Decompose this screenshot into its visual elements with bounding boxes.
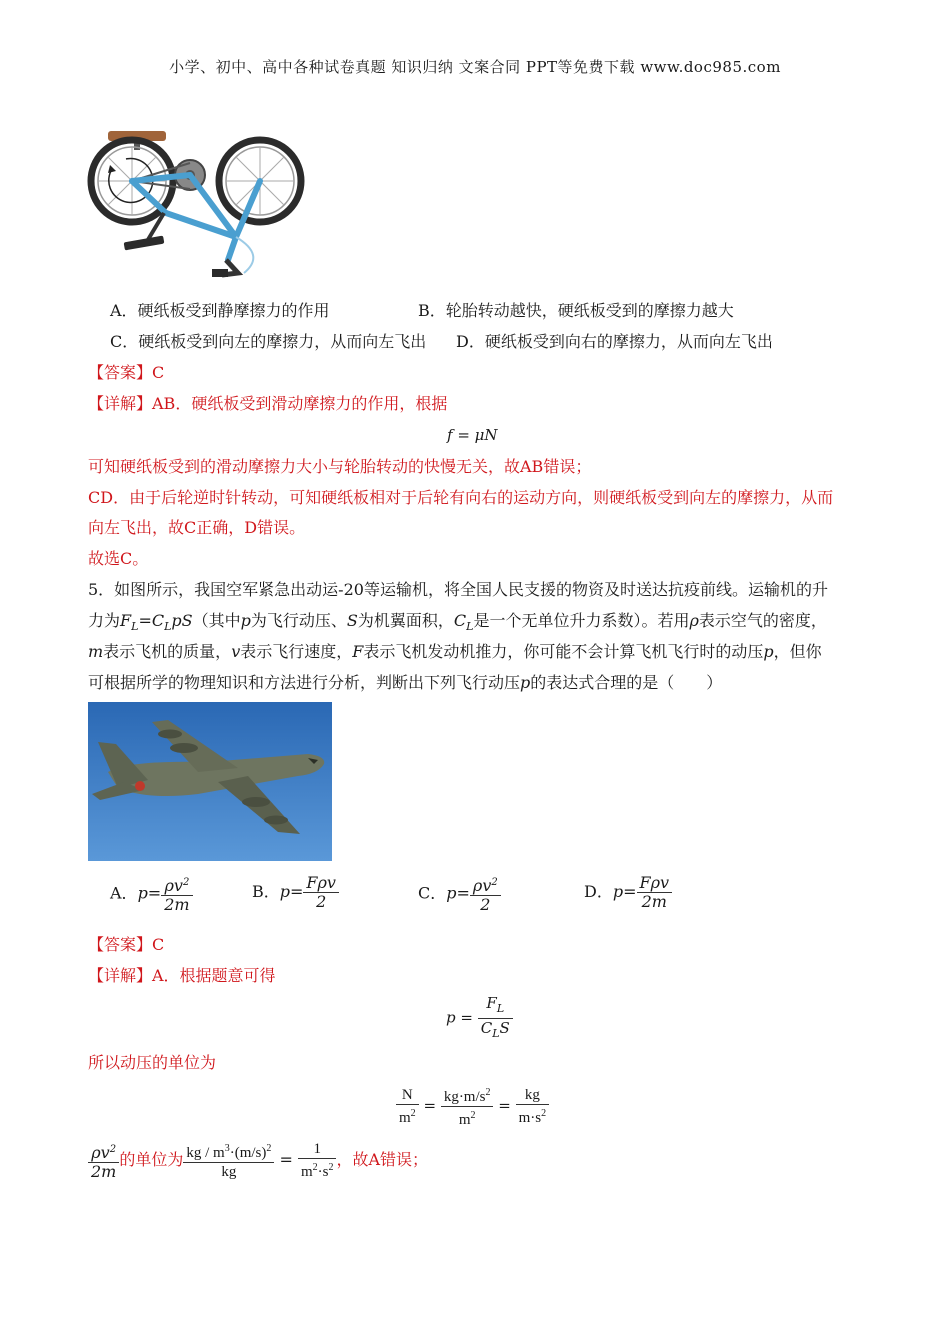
q5-detail-2: 所以动压的单位为 <box>88 1053 217 1072</box>
q5-line-4: 可根据所学的物理知识和方法进行分析，判断出下列飞行动压p的表达式合理的是（ ） <box>88 673 723 692</box>
q4-detail-4: 向左飞出，故C正确，D错误。 <box>88 518 306 537</box>
q4-option-a: A．硬纸板受到静摩擦力的作用 <box>110 301 330 320</box>
q4-answer: 【答案】C <box>88 363 165 382</box>
q4-detail-5: 故选C。 <box>88 549 149 568</box>
q5-unit-equation: $\frac{N}{m^2}$ = $\frac{kg\cdot m/s^2}{m^2}$ = $\frac{kg}{m\cdot s^2}$ <box>396 1084 549 1129</box>
q5-option-a: A．p= $\frac{\rho v^2}{2m}$ <box>110 874 193 914</box>
bicycle-figure <box>86 125 318 285</box>
q5-option-c: C．p= $\frac{\rho v^2}{2}$ <box>418 874 501 914</box>
q5-answer: 【答案】C <box>88 935 165 954</box>
q5-line-2: 力为$F_L=C_LpS$（其中p为飞行动压、S为机翼面积，$C_L$是一个无单位升力系数）。若用ρ表示空气的密度， <box>88 611 827 633</box>
q4-option-c: C．硬纸板受到向左的摩擦力，从而向左飞出 <box>110 332 427 351</box>
q4-formula: f = μN <box>447 426 498 444</box>
q5-detail-3: $\frac{\rho v^2}{2m}$ 的单位为 $\frac{kg / m^3\cdot(m/s)^2}{kg}$ = $\frac{1}{m^2\cdot s^2}$ ，故A错误； <box>88 1140 428 1181</box>
q4-detail-3: CD．由于后轮逆时针转动，可知硬纸板相对于后轮有向右的运动方向，则硬纸板受到向左的摩擦力，从而 <box>88 488 834 507</box>
q5-detail-1: 【详解】A．根据题意可得 <box>88 966 276 985</box>
q4-option-d: D．硬纸板受到向右的摩擦力，从而向左飞出 <box>456 332 773 351</box>
q5-line-1: 5．如图所示，我国空军紧急出动运-20等运输机，将全国人民支援的物资及时送达抗疫前线。运输机的升 <box>88 580 828 599</box>
q5-line-3: m表示飞机的质量，v表示飞行速度，F表示飞机发动机推力，你可能不会计算飞机飞行时的动压p，但你 <box>88 642 822 661</box>
q4-detail-1: 【详解】AB．硬纸板受到滑动摩擦力的作用，根据 <box>88 394 448 413</box>
q4-option-b: B．轮胎转动越快，硬纸板受到的摩擦力越大 <box>418 301 734 320</box>
q5-formula-p: p = $\frac{F_L}{C_LS}$ <box>446 994 513 1043</box>
q5-option-d: D．p= $\frac{\text{Fρv}}{2m}$ <box>584 874 672 911</box>
page-header: 小学、初中、高中各种试卷真题 知识归纳 文案合同 PPT等免费下载 www.doc985.com <box>169 58 781 76</box>
q4-detail-2: 可知硬纸板受到的滑动摩擦力大小与轮胎转动的快慢无关，故AB错误； <box>88 457 592 476</box>
q5-option-b: B．p= $\frac{\text{Fρv}}{2}$ <box>252 874 339 911</box>
airplane-photo <box>88 702 332 861</box>
